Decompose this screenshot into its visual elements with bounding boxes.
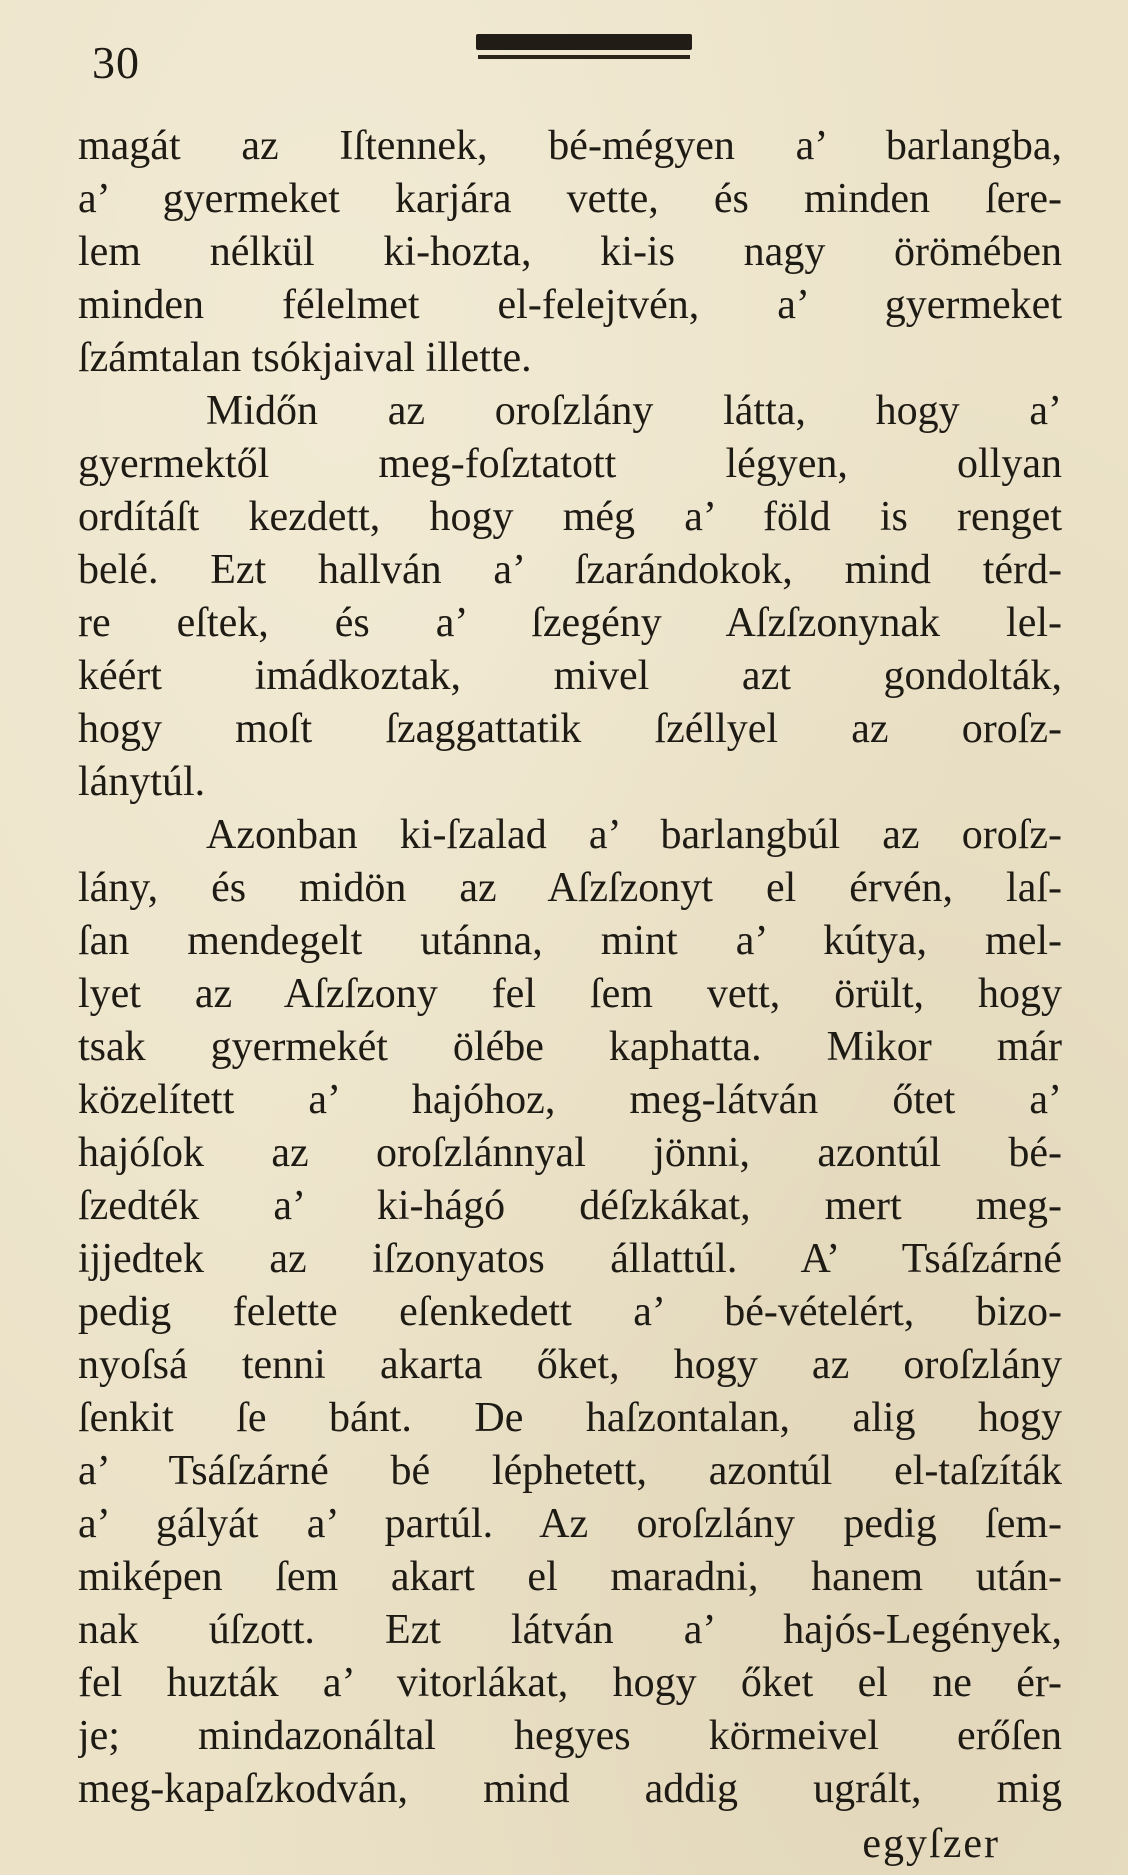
header-rule-thin <box>478 55 690 59</box>
text-line: lány, és midön az Aſzſzonyt el érvén, laſ- <box>78 865 1062 911</box>
text-line: ſzedték a’ ki-hágó déſzkákat, mert meg- <box>78 1183 1062 1229</box>
text-line: a’ gyermeket karjára vette, és minden ſere- <box>78 176 1062 222</box>
text-line: lyet az Aſzſzony fel ſem vett, örült, hogy <box>78 971 1062 1017</box>
text-line: nak úſzott. Ezt látván a’ hajós-Legények, <box>78 1607 1062 1653</box>
text-line: nyoſsá tenni akarta őket, hogy az oroſzlány <box>78 1342 1062 1388</box>
text-line: gyermektől meg-foſztatott légyen, ollyan <box>78 441 1062 487</box>
text-line: ſan mendegelt utánna, mint a’ kútya, mel- <box>78 918 1062 964</box>
text-line: Azonban ki-ſzalad a’ barlangbúl az oroſz- <box>206 812 1062 858</box>
page-number: 30 <box>92 37 140 88</box>
text-line: Midőn az oroſzlány látta, hogy a’ <box>206 388 1062 434</box>
text-line: je; mindazonáltal hegyes körmeivel erőſen <box>78 1713 1062 1759</box>
text-line: ſzámtalan tsókjaival illette. <box>78 335 532 381</box>
text-line: hogy moſt ſzaggattatik ſzéllyel az oroſz- <box>78 706 1062 752</box>
text-line: belé. Ezt hallván a’ ſzarándokok, mind térd- <box>78 547 1062 593</box>
text-line: kéért imádkoztak, mivel azt gondolták, <box>78 653 1062 699</box>
text-line: magát az Iſtennek, bé-mégyen a’ barlangba, <box>78 123 1062 169</box>
text-line: pedig felette eſenkedett a’ bé-vételért, bizo- <box>78 1289 1062 1335</box>
text-line: a’ Tsáſzárné bé léphetett, azontúl el-taſzíták <box>78 1448 1062 1494</box>
text-line: ſenkit ſe bánt. De haſzontalan, alig hogy <box>78 1395 1062 1441</box>
text-line: miképen ſem akart el maradni, hanem után- <box>78 1554 1062 1600</box>
catchword: egyſzer <box>862 1821 1000 1867</box>
text-line: fel huzták a’ vitorlákat, hogy őket el ne ér- <box>78 1660 1062 1706</box>
text-line: közelített a’ hajóhoz, meg-látván őtet a’ <box>78 1077 1062 1123</box>
text-line: meg-kapaſzkodván, mind addig ugrált, mig <box>78 1766 1062 1812</box>
text-line: ijjedtek az iſzonyatos állattúl. A’ Tsáſzárné <box>78 1236 1062 1282</box>
text-line: tsak gyermekét ölébe kaphatta. Mikor már <box>78 1024 1062 1070</box>
body-text <box>78 120 1062 1816</box>
header-rule <box>476 34 692 60</box>
text-line: lánytúl. <box>78 759 206 805</box>
text-line: ordítáſt kezdett, hogy még a’ föld is renget <box>78 494 1062 540</box>
text-line: re eſtek, és a’ ſzegény Aſzſzonynak lel- <box>78 600 1062 646</box>
text-line: lem nélkül ki-hozta, ki-is nagy örömében <box>78 229 1062 275</box>
header-rule-thick <box>476 34 692 50</box>
text-line: minden félelmet el-felejtvén, a’ gyermeket <box>78 282 1062 328</box>
text-line: a’ gályát a’ partúl. Az oroſzlány pedig ſem- <box>78 1501 1062 1547</box>
text-line: hajóſok az oroſzlánnyal jönni, azontúl bé- <box>78 1130 1062 1176</box>
